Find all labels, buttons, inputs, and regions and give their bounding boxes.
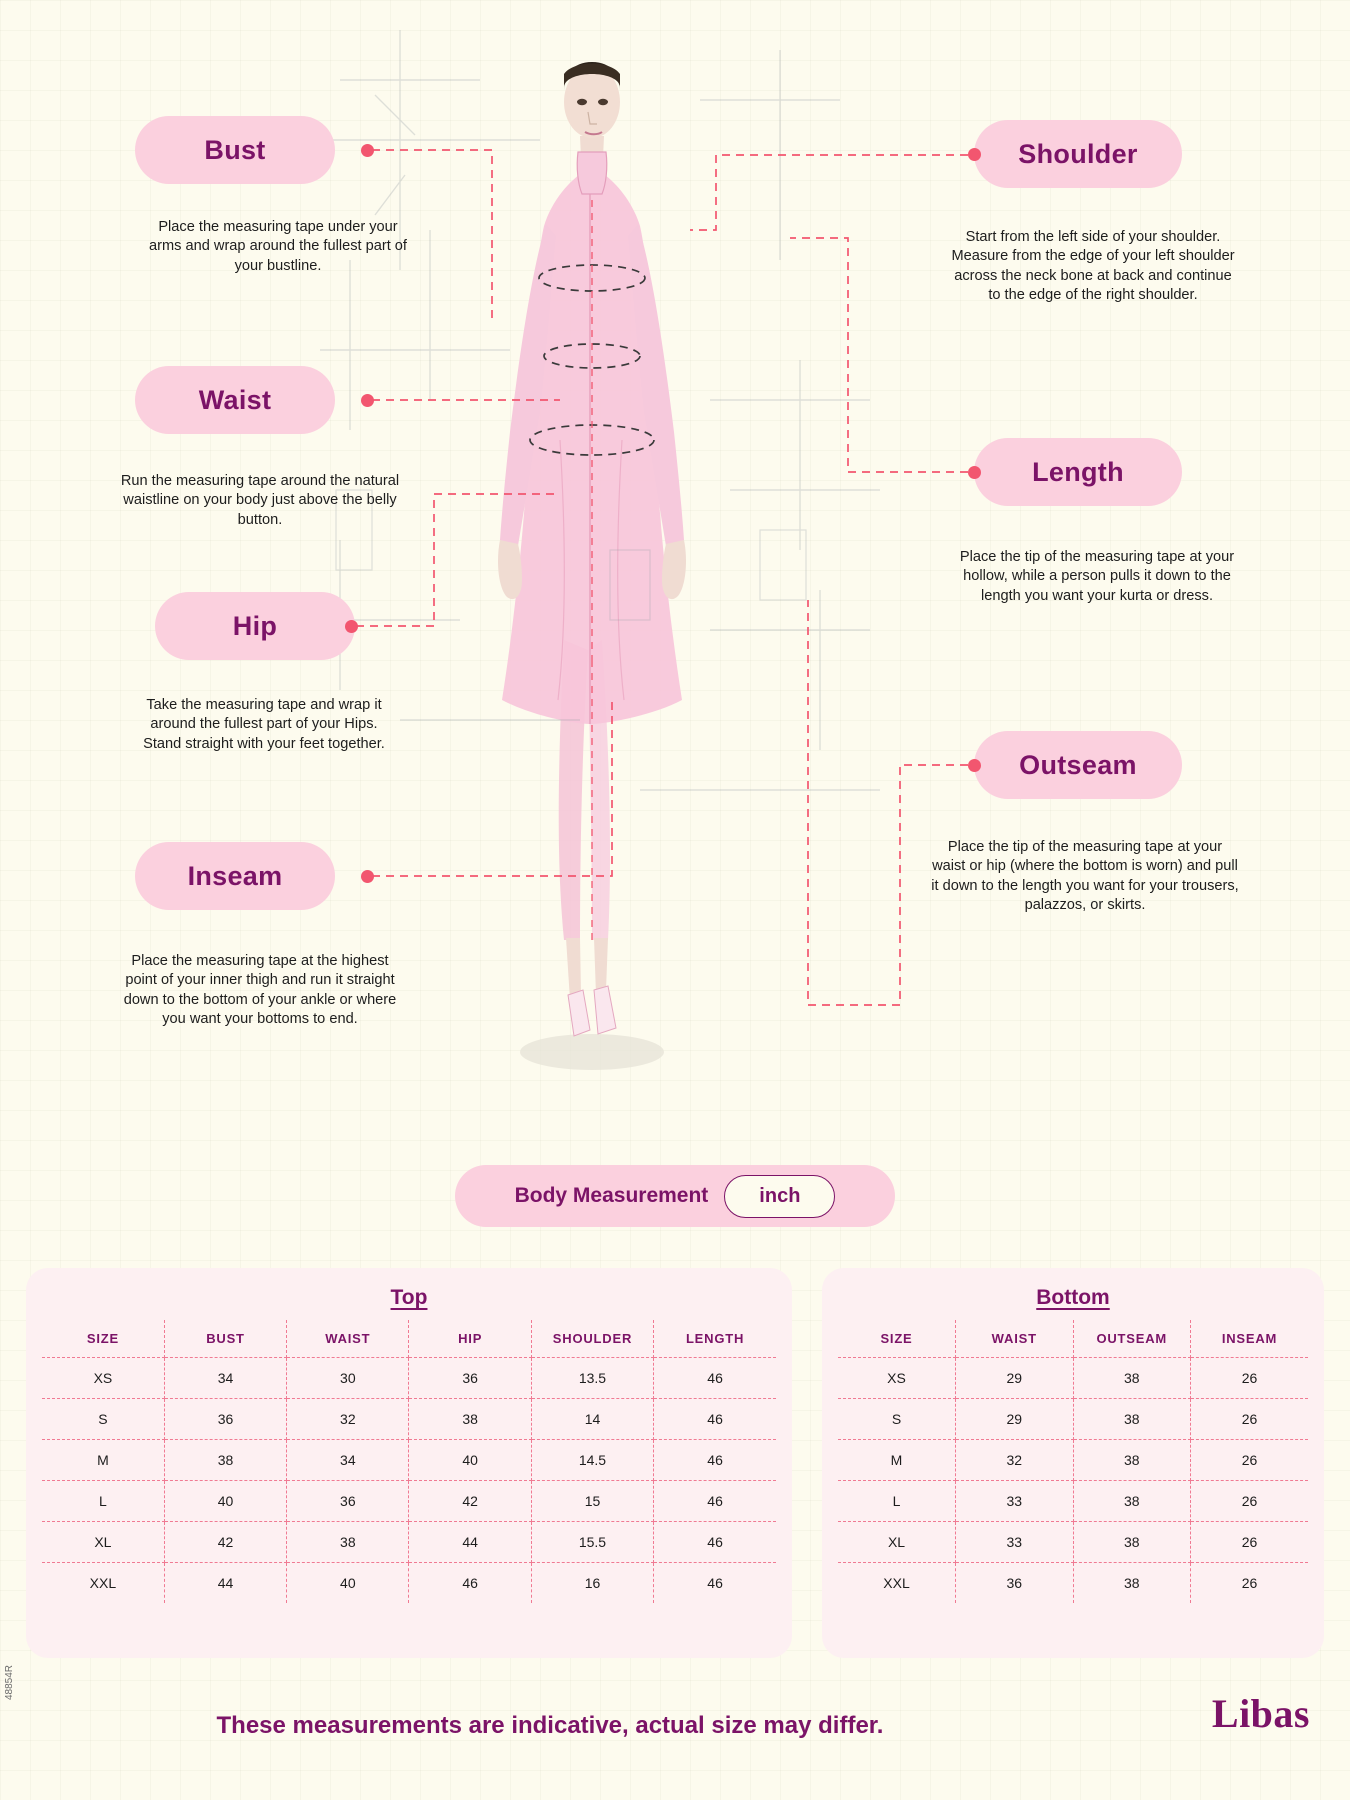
table-cell: 40 xyxy=(287,1563,409,1604)
callout-pill-length[interactable] xyxy=(974,438,1182,506)
table-cell: 38 xyxy=(1073,1481,1191,1522)
table-cell: 16 xyxy=(531,1563,653,1604)
callout-desc-waist: Run the measuring tape around the natural waistline on your body just above the belly button. xyxy=(120,473,400,528)
callout-dot-waist xyxy=(361,394,374,407)
table-cell: 32 xyxy=(287,1399,409,1440)
table-cell: 36 xyxy=(287,1481,409,1522)
table-header-cell: SHOULDER xyxy=(531,1320,653,1358)
table-cell: 26 xyxy=(1191,1522,1309,1563)
callout-label-length: Length xyxy=(1032,456,1124,487)
table-cell: 26 xyxy=(1191,1440,1309,1481)
callout-dot-inseam xyxy=(361,870,374,883)
side-code: 48854R xyxy=(4,1664,15,1700)
table-cell: 38 xyxy=(164,1440,286,1481)
table-cell: 36 xyxy=(956,1563,1074,1604)
callout-pill-outseam[interactable] xyxy=(974,731,1182,799)
table-row xyxy=(42,1563,776,1604)
callout-label-waist: Waist xyxy=(198,384,272,415)
table-header-cell: SIZE xyxy=(42,1320,164,1358)
table-cell: 46 xyxy=(654,1399,776,1440)
table-cell: S xyxy=(42,1399,164,1440)
callout-label-shoulder: Shoulder xyxy=(1018,138,1138,169)
table-header-cell: OUTSEAM xyxy=(1073,1320,1191,1358)
table-cell: 42 xyxy=(409,1481,531,1522)
table-cell: 40 xyxy=(409,1440,531,1481)
table-cell: 42 xyxy=(164,1522,286,1563)
table-cell: L xyxy=(838,1481,956,1522)
callout-label-outseam: Outseam xyxy=(1019,749,1137,780)
table-cell: 40 xyxy=(164,1481,286,1522)
size-table-bottom-grid xyxy=(838,1320,1308,1603)
size-table-top-title: Top xyxy=(390,1286,428,1309)
table-header-row xyxy=(838,1320,1308,1358)
table-cell: 14 xyxy=(531,1399,653,1440)
callout-desc-shoulder: Start from the left side of your shoulder. Measure from the edge of your left shoulder across the neck bone at back and continue to the edge of the right shoulder. xyxy=(951,229,1235,303)
body-measurement-bar xyxy=(455,1165,895,1227)
table-cell: 38 xyxy=(1073,1440,1191,1481)
table-cell: 32 xyxy=(956,1440,1074,1481)
table-cell: 26 xyxy=(1191,1358,1309,1399)
table-cell: 13.5 xyxy=(531,1358,653,1399)
disclaimer-text: These measurements are indicative, actual size may differ. xyxy=(216,1712,884,1739)
table-cell: 33 xyxy=(956,1522,1074,1563)
background-sketch-lines xyxy=(280,0,900,1230)
callout-label-inseam: Inseam xyxy=(187,860,283,891)
table-row xyxy=(42,1522,776,1563)
table-cell: XXL xyxy=(42,1563,164,1604)
table-cell: 38 xyxy=(1073,1399,1191,1440)
table-cell: M xyxy=(42,1440,164,1481)
unit-toggle-inch[interactable]: inch xyxy=(724,1175,835,1218)
table-cell: 44 xyxy=(409,1522,531,1563)
callout-pill-hip[interactable] xyxy=(155,592,355,660)
callout-desc-length: Place the tip of the measuring tape at your hollow, while a person pulls it down to the length you want your kurta or dress. xyxy=(959,549,1235,604)
table-header-cell: WAIST xyxy=(956,1320,1074,1358)
table-row xyxy=(838,1358,1308,1399)
table-cell: 26 xyxy=(1241,1575,1258,1591)
table-cell: L xyxy=(42,1481,164,1522)
callout-pill-bust[interactable] xyxy=(135,116,335,184)
callout-label-bust: Bust xyxy=(204,134,266,165)
table-cell: S xyxy=(838,1399,956,1440)
callout-desc-hip: Take the measuring tape and wrap it around the fullest part of your Hips. Stand straight with your feet together. xyxy=(143,697,385,752)
table-cell: 46 xyxy=(654,1522,776,1563)
table-header-cell: SIZE xyxy=(838,1320,956,1358)
table-cell: 46 xyxy=(654,1481,776,1522)
table-header-cell: BUST xyxy=(164,1320,286,1358)
callout-dot-outseam xyxy=(968,759,981,772)
table-cell: 36 xyxy=(409,1358,531,1399)
table-cell: XL xyxy=(838,1522,956,1563)
fashion-figure-illustration xyxy=(440,40,740,1120)
table-cell: XS xyxy=(42,1358,164,1399)
table-cell: 46 xyxy=(654,1358,776,1399)
table-cell: 38 xyxy=(1073,1522,1191,1563)
table-row xyxy=(42,1481,776,1522)
callout-desc-inseam: Place the measuring tape at the highest point of your inner thigh and run it straight down to the bottom of your ankle or where you want your bottoms to end. xyxy=(123,953,397,1027)
table-cell: 46 xyxy=(707,1575,723,1591)
size-table-bottom xyxy=(822,1268,1324,1658)
table-header-cell: WAIST xyxy=(287,1320,409,1358)
table-cell: 26 xyxy=(1191,1399,1309,1440)
table-cell: 38 xyxy=(1073,1358,1191,1399)
table-cell: 38 xyxy=(1073,1563,1191,1604)
table-row xyxy=(838,1481,1308,1522)
callout-label-hip: Hip xyxy=(232,610,278,641)
table-cell: 46 xyxy=(654,1440,776,1481)
table-header-cell: HIP xyxy=(409,1320,531,1358)
callout-desc-bust: Place the measuring tape under your arms and wrap around the fullest part of your bustline. xyxy=(149,219,407,274)
table-cell: XS xyxy=(838,1358,956,1399)
size-table-top-grid xyxy=(42,1320,776,1603)
callout-pill-inseam[interactable] xyxy=(135,842,335,910)
size-table-bottom-title: Bottom xyxy=(1036,1286,1110,1309)
body-measurement-label: Body Measurement xyxy=(514,1184,709,1207)
table-row xyxy=(838,1399,1308,1440)
table-cell: 26 xyxy=(1191,1481,1309,1522)
table-cell: 38 xyxy=(409,1399,531,1440)
table-row xyxy=(838,1440,1308,1481)
table-cell: 34 xyxy=(287,1440,409,1481)
callout-dot-hip xyxy=(345,620,358,633)
table-cell: 46 xyxy=(409,1563,531,1604)
table-cell: 15 xyxy=(531,1481,653,1522)
callout-dot-bust xyxy=(361,144,374,157)
size-table-top xyxy=(26,1268,792,1658)
brand-logo: Libas xyxy=(1211,1691,1310,1736)
table-cell: 29 xyxy=(956,1399,1074,1440)
callout-desc-outseam: Place the tip of the measuring tape at your waist or hip (where the bottom is worn) and pull it down to the length you want for your trousers, palazzos, or skirts. xyxy=(931,839,1239,913)
table-cell: 29 xyxy=(956,1358,1074,1399)
table-cell: 36 xyxy=(164,1399,286,1440)
table-cell: XXL xyxy=(838,1563,956,1604)
table-row xyxy=(42,1440,776,1481)
callout-pill-waist[interactable] xyxy=(135,366,335,434)
table-row xyxy=(42,1399,776,1440)
table-cell: 30 xyxy=(287,1358,409,1399)
table-cell: 44 xyxy=(164,1563,286,1604)
table-cell: M xyxy=(838,1440,956,1481)
callout-dot-shoulder xyxy=(968,148,981,161)
table-cell: 38 xyxy=(287,1522,409,1563)
table-row xyxy=(42,1358,776,1399)
table-cell: 33 xyxy=(956,1481,1074,1522)
table-row xyxy=(838,1563,1308,1604)
callout-pill-shoulder[interactable] xyxy=(974,120,1182,188)
table-cell: 14.5 xyxy=(531,1440,653,1481)
callout-dot-length xyxy=(968,466,981,479)
table-header-cell: LENGTH xyxy=(654,1320,776,1358)
table-cell: 15.5 xyxy=(531,1522,653,1563)
table-cell: 34 xyxy=(164,1358,286,1399)
table-header-cell: INSEAM xyxy=(1191,1320,1309,1358)
table-row xyxy=(838,1522,1308,1563)
table-header-row xyxy=(42,1320,776,1358)
table-cell: XL xyxy=(42,1522,164,1563)
